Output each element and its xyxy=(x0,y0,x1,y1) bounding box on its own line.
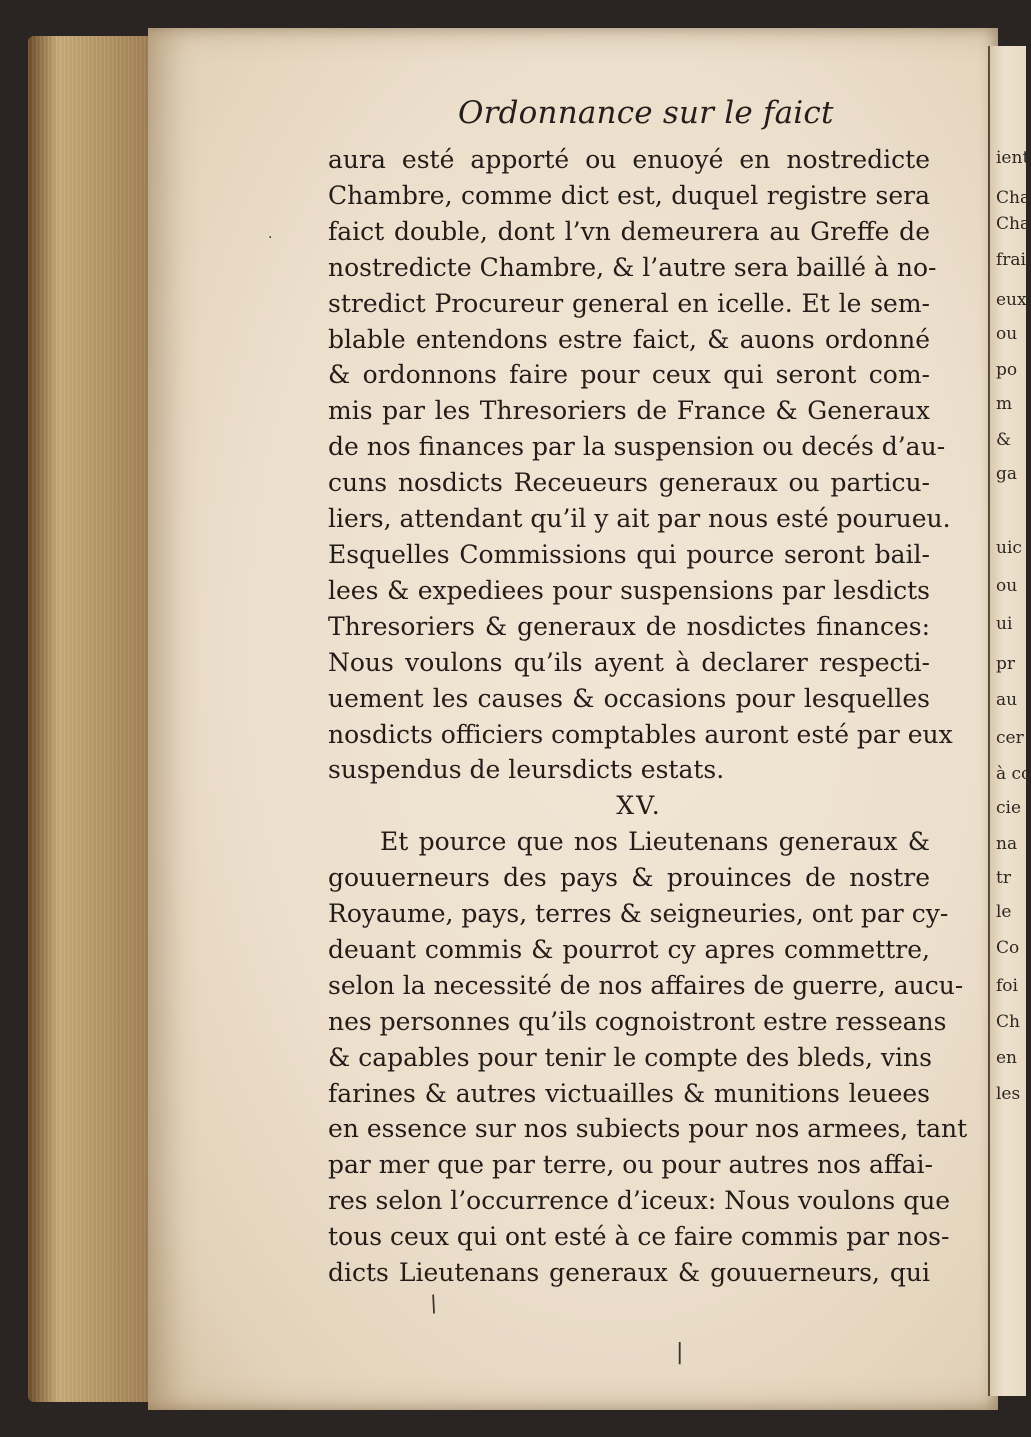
facing-page-fragment: frai xyxy=(996,250,1026,270)
facing-page-fragment: ga xyxy=(996,464,1018,484)
text-line: nostredicte Chambre, & l’autre sera baillé à no- xyxy=(328,252,937,282)
facing-page-fragment: cer xyxy=(996,728,1024,748)
facing-page-fragment: Ch xyxy=(996,1012,1020,1032)
text-line: lees & expediees pour suspensions par lesdicts xyxy=(328,575,930,605)
facing-page-edge xyxy=(988,46,1031,1396)
text-line: uement les causes & occasions pour lesquelles xyxy=(328,683,930,713)
text-line: faict double, dont l’vn demeurera au Greffe de xyxy=(328,216,930,246)
facing-page-fragment: foi xyxy=(996,976,1018,996)
facing-page-fragment: en xyxy=(996,1048,1018,1068)
facing-page-fragment: uic xyxy=(996,538,1022,558)
facing-page-fragment: Cha xyxy=(996,188,1031,208)
facing-page-fragment: les xyxy=(996,1084,1021,1104)
facing-page-fragment: ou xyxy=(996,324,1018,344)
text-line: suspendus de leursdicts estats. xyxy=(328,755,725,785)
text-line: deuant commis & pourrot cy apres commettre, xyxy=(328,934,930,964)
text-line: gouuerneurs des pays & prouinces de nostre xyxy=(328,863,930,893)
facing-page-fragment: ui xyxy=(996,614,1013,634)
stain-mark: · xyxy=(268,230,273,246)
facing-page-fragment: po xyxy=(996,360,1018,380)
text-line: en essence sur nos subiects pour nos armees, tant xyxy=(328,1114,968,1144)
text-line: nes personnes qu’ils cognoistront estre resseans xyxy=(328,1006,947,1036)
facing-page-fragment: Cha xyxy=(996,214,1031,234)
text-line: cuns nosdicts Receueurs generaux ou particu- xyxy=(328,468,930,498)
facing-page-fragment: na xyxy=(996,834,1018,854)
text-line: Et pource que nos Lieutenans generaux & xyxy=(380,827,930,857)
text-line: blable entendons estre faict, & auons ordonné xyxy=(328,324,930,354)
text-line: nosdicts officiers comptables auront esté par eux xyxy=(328,719,953,749)
paragraph-1 xyxy=(328,142,953,788)
facing-page-fragment: ou xyxy=(996,576,1018,596)
facing-page-fragment: ient xyxy=(996,148,1030,168)
facing-page-fragment: m xyxy=(996,394,1013,414)
stain-mark: | xyxy=(676,1340,684,1365)
text-line: liers, attendant qu’il y ait par nous esté pourueu. xyxy=(328,504,951,534)
text-line: Thresoriers & generaux de nosdictes finances: xyxy=(328,611,930,641)
body-text xyxy=(328,142,968,1291)
text-line: de nos finances par la suspension ou decés d’au- xyxy=(328,432,946,462)
text-line: par mer que par terre, ou pour autres nos affai- xyxy=(328,1150,933,1180)
text-line: farines & autres victuailles & munitions leuees xyxy=(328,1078,930,1108)
text-line: aura esté apporté ou enuoyé en nostredicte xyxy=(328,145,930,174)
facing-page-fragment: Co xyxy=(996,938,1020,958)
text-line: dicts Lieutenans generaux & gouuerneurs, qui xyxy=(328,1258,930,1288)
facing-page-fragment: cie xyxy=(996,798,1022,818)
text-line: res selon l’occurrence d’iceux: Nous voulons que xyxy=(328,1186,951,1216)
facing-page-fragment: le xyxy=(996,902,1012,922)
section-number: XV. xyxy=(616,791,662,821)
text-line: stredict Procureur general en icelle. Et le sem- xyxy=(328,288,930,318)
facing-page-fragment: au xyxy=(996,690,1018,710)
text-line: Nous voulons qu’ils ayent à declarer respecti- xyxy=(328,647,930,677)
facing-page-fragment: pr xyxy=(996,654,1016,674)
text-line: Chambre, comme dict est, duquel registre sera xyxy=(328,180,930,210)
text-line: & ordonnons faire pour ceux qui seront com- xyxy=(328,360,930,390)
facing-page-fragment: eux xyxy=(996,290,1027,310)
facing-page-fragment: à co xyxy=(996,764,1031,784)
text-line: selon la necessité de nos affaires de guerre, aucu- xyxy=(328,970,964,1000)
running-head: Ordonnance sur le faict xyxy=(458,95,834,131)
facing-page-fragment: tr xyxy=(996,868,1011,888)
facing-page-fragment: & xyxy=(996,430,1012,450)
text-line: Esquelles Commissions qui pource seront bail- xyxy=(328,539,930,569)
paragraph-2 xyxy=(328,824,968,1291)
text-line: & capables pour tenir le compte des bleds, vins xyxy=(328,1042,932,1072)
text-line: Royaume, pays, terres & seigneuries, ont par cy- xyxy=(328,899,949,929)
stain-mark: / xyxy=(425,1291,442,1318)
text-line: tous ceux qui ont esté à ce faire commis par nos- xyxy=(328,1222,950,1252)
text-line: mis par les Thresoriers de France & Generaux xyxy=(328,396,930,426)
